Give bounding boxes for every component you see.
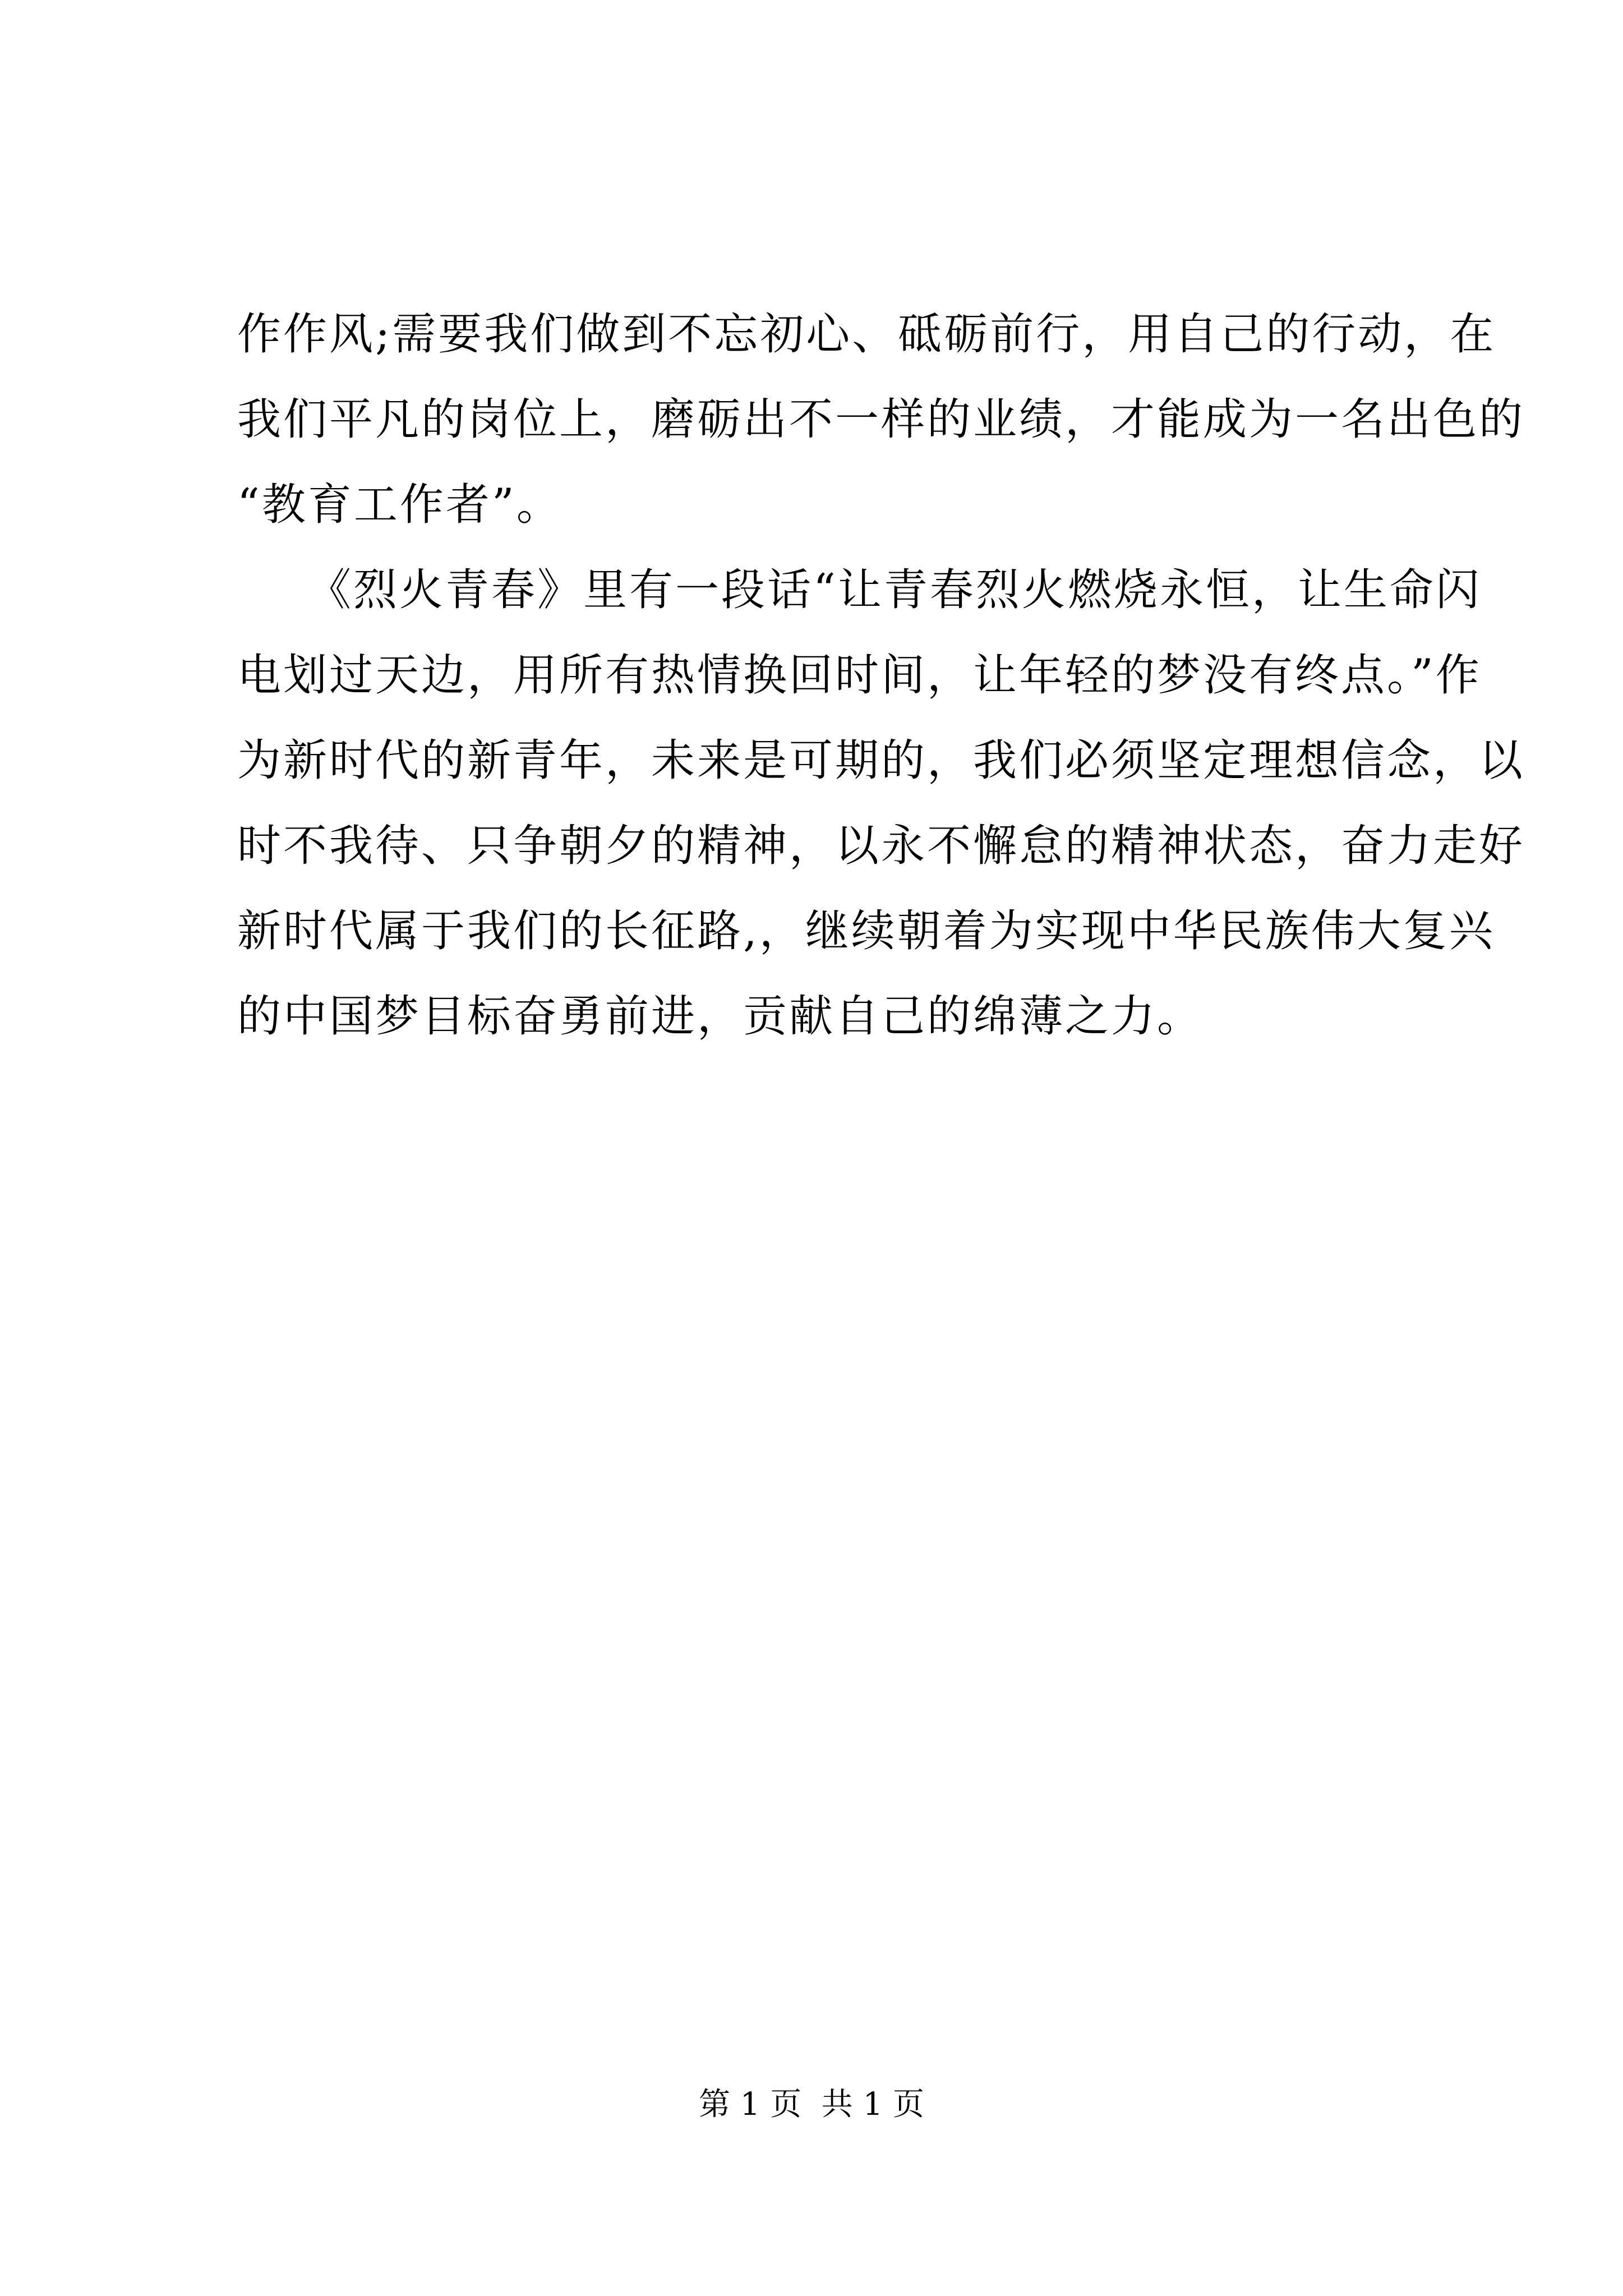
text-line: 时不我待、只争朝夕的精神，以永不懈怠的精神状态，奋力走好 — [237, 821, 1525, 871]
text-line: 我们平凡的岗位上，磨砺出不一样的业绩，才能成为一名出色的 — [237, 394, 1525, 445]
text-line: 新时代属于我们的长征路,，继续朝着为实现中华民族伟大复兴 — [237, 906, 1495, 956]
text-line: 的中国梦目标奋勇前进，贡献自己的绵薄之力。 — [237, 991, 1204, 1042]
text-line: “教育工作者”。 — [237, 480, 562, 530]
text-line: 为新时代的新青年，未来是可期的，我们必须坚定理想信念，以 — [237, 735, 1525, 786]
text-line: 《烈火青春》里有一段话“让青春烈火燃烧永恒，让生命闪 — [237, 565, 1482, 615]
page-number-footer: 第 1 页 共 1 页 — [698, 2086, 925, 2123]
text-line: 作作风;需要我们做到不忘初心、砥砺前行，用自己的行动，在 — [237, 309, 1496, 360]
body-text — [237, 292, 1525, 1059]
text-line: 电划过天边，用所有热情换回时间，让年轻的梦没有终点。”作 — [237, 650, 1482, 701]
